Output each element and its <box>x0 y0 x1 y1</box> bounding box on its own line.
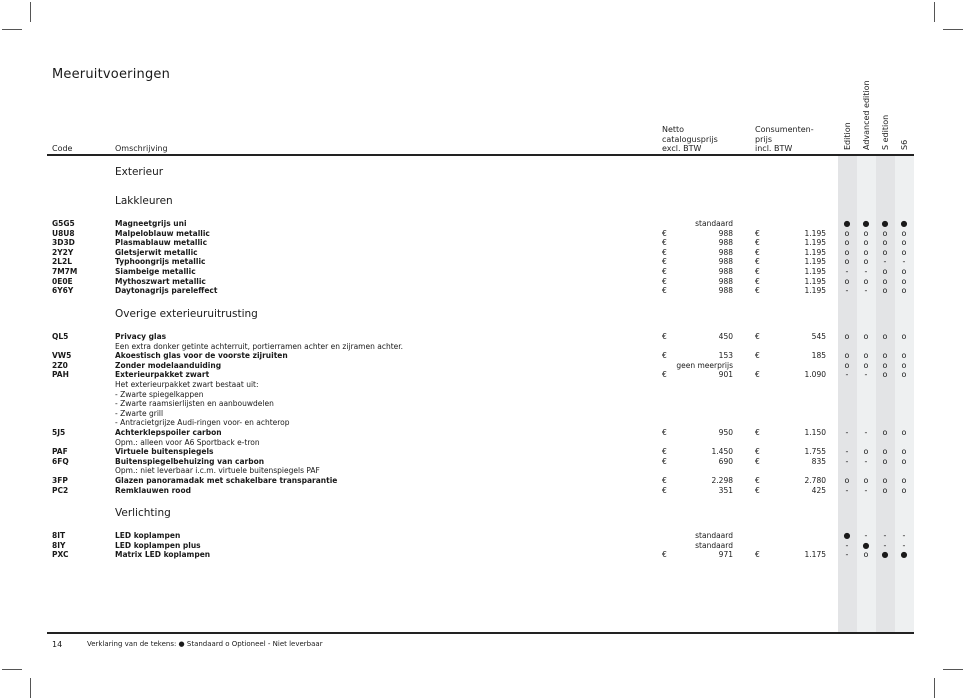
availability-mark: - <box>845 447 849 457</box>
header-code: Code <box>52 144 73 153</box>
option-code: QL5 <box>52 332 69 341</box>
option-description: Mythoszwart metallic <box>115 276 206 286</box>
crop-mark <box>30 678 31 698</box>
option-code: 7M7M <box>52 267 78 276</box>
availability-mark: o <box>882 456 888 466</box>
availability-mark: ● <box>843 219 851 228</box>
currency-symbol: € <box>755 257 760 267</box>
page-number: 14 <box>52 640 63 649</box>
option-row <box>0 550 965 560</box>
availability-mark: o <box>882 485 888 495</box>
currency-symbol: € <box>662 370 667 380</box>
currency-symbol: € <box>755 267 760 276</box>
option-note-row <box>0 438 965 448</box>
consumer-price: 425 <box>811 485 826 495</box>
availability-mark: o <box>844 238 850 248</box>
availability-mark: o <box>863 238 869 248</box>
availability-mark: - <box>845 485 849 495</box>
crop-mark <box>2 669 22 670</box>
net-price: 988 <box>718 267 733 276</box>
option-description: Daytonagrijs pareleffect <box>115 286 218 296</box>
option-code: 3D3D <box>52 238 75 248</box>
consumer-price: 1.195 <box>804 228 826 238</box>
currency-symbol: € <box>755 351 760 361</box>
availability-mark: o <box>882 228 888 238</box>
net-price: 988 <box>718 276 733 286</box>
availability-mark: - <box>864 531 868 540</box>
availability-mark: - <box>845 267 849 276</box>
option-description: Matrix LED koplampen <box>115 550 211 560</box>
crop-mark <box>2 29 22 30</box>
net-price: standaard <box>695 219 733 228</box>
availability-mark: o <box>882 351 888 361</box>
option-description: Plasmablauw metallic <box>115 238 208 248</box>
consumer-price: 1.195 <box>804 276 826 286</box>
header-netto-line: catalogusprijs <box>662 134 718 144</box>
availability-mark: o <box>882 476 888 485</box>
currency-symbol: € <box>755 485 760 495</box>
option-row <box>0 428 965 438</box>
currency-symbol: € <box>755 276 760 286</box>
availability-mark: ● <box>862 219 870 228</box>
availability-mark: o <box>863 257 869 267</box>
option-row <box>0 486 965 496</box>
availability-mark: - <box>845 550 849 560</box>
option-description: Akoestisch glas voor de voorste zijruiten <box>115 351 288 361</box>
option-note-row <box>0 466 965 476</box>
availability-mark: o <box>882 267 888 276</box>
availability-mark: o <box>863 476 869 485</box>
currency-symbol: € <box>662 247 667 257</box>
option-description: Malpeloblauw metallic <box>115 228 210 238</box>
availability-mark: ● <box>900 219 908 228</box>
option-code: 6Y6Y <box>52 286 74 296</box>
availability-mark: o <box>882 447 888 457</box>
option-row <box>0 219 965 229</box>
availability-mark: o <box>901 428 907 437</box>
availability-mark: o <box>901 238 907 248</box>
net-price: 351 <box>718 485 733 495</box>
availability-mark: - <box>845 370 849 380</box>
currency-symbol: € <box>662 447 667 457</box>
option-description: LED koplampen <box>115 531 181 540</box>
crop-mark <box>934 678 935 698</box>
availability-mark: o <box>882 276 888 286</box>
availability-mark: ● <box>881 219 889 228</box>
net-price: 153 <box>718 351 733 361</box>
currency-symbol: € <box>755 447 760 457</box>
option-code: G5G5 <box>52 219 75 228</box>
consumer-price: 1.175 <box>804 550 826 560</box>
header-omschrijving: Omschrijving <box>115 144 168 153</box>
header-netto-line: Netto <box>662 125 685 134</box>
header-model-s-edition: S edition <box>881 114 890 150</box>
currency-symbol: € <box>755 456 760 466</box>
option-note: Een extra donker getinte achterruit, portierramen achter en zijramen achter. <box>115 341 404 351</box>
availability-mark: - <box>845 428 849 437</box>
option-description: Exterieurpakket zwart <box>115 370 210 380</box>
consumer-price: 185 <box>811 351 826 361</box>
availability-mark: o <box>882 238 888 248</box>
currency-symbol: € <box>662 351 667 361</box>
currency-symbol: € <box>662 276 667 286</box>
availability-mark: ● <box>881 550 889 560</box>
option-description: Typhoongrijs metallic <box>115 257 206 267</box>
currency-symbol: € <box>662 456 667 466</box>
net-price: 971 <box>718 550 733 560</box>
availability-mark: o <box>901 247 907 257</box>
availability-mark: o <box>901 267 907 276</box>
availability-mark: - <box>845 456 849 466</box>
option-note: Opm.: niet leverbaar i.c.m. virtuele buitenspiegels PAF <box>115 466 320 476</box>
net-price: standaard <box>695 531 733 540</box>
consumer-price: 2.780 <box>804 476 826 485</box>
currency-symbol: € <box>662 257 667 267</box>
header-rule <box>47 154 914 156</box>
option-code: PC2 <box>52 485 69 495</box>
availability-mark: o <box>882 247 888 257</box>
consumer-price: 1.195 <box>804 286 826 296</box>
option-description: Glazen panoramadak met schakelbare transparantie <box>115 476 338 485</box>
option-row <box>0 476 965 486</box>
availability-mark: - <box>902 531 906 540</box>
option-row <box>0 286 965 296</box>
consumer-price: 1.195 <box>804 238 826 248</box>
availability-mark: o <box>844 276 850 286</box>
availability-mark: o <box>882 370 888 380</box>
availability-mark: o <box>882 286 888 296</box>
option-description: Gletsjerwit metallic <box>115 247 198 257</box>
availability-mark: - <box>902 257 906 267</box>
consumer-price: 1.195 <box>804 247 826 257</box>
currency-symbol: € <box>755 332 760 341</box>
net-price: 988 <box>718 286 733 296</box>
availability-mark: o <box>882 360 888 370</box>
option-row <box>0 229 965 239</box>
availability-mark: o <box>863 447 869 457</box>
availability-mark: o <box>901 447 907 457</box>
currency-symbol: € <box>755 370 760 380</box>
availability-mark: - <box>864 370 868 380</box>
availability-mark: - <box>883 531 887 540</box>
option-note: - Zwarte spiegelkappen <box>115 389 204 399</box>
availability-mark: o <box>844 228 850 238</box>
option-code: 5J5 <box>52 428 66 437</box>
option-description: Remklauwen rood <box>115 485 191 495</box>
option-note-row <box>0 380 965 390</box>
consumer-price: 1.090 <box>804 370 826 380</box>
option-row <box>0 238 965 248</box>
availability-mark: o <box>901 351 907 361</box>
consumer-price: 1.755 <box>804 447 826 457</box>
option-row <box>0 531 965 541</box>
availability-mark: o <box>901 476 907 485</box>
net-price: 988 <box>718 257 733 267</box>
availability-mark: o <box>882 428 888 437</box>
option-note-row <box>0 390 965 400</box>
availability-mark: o <box>863 332 869 341</box>
currency-symbol: € <box>662 228 667 238</box>
crop-mark <box>934 2 935 22</box>
option-code: 8IY <box>52 540 66 550</box>
availability-mark: o <box>901 370 907 380</box>
option-code: 6FQ <box>52 456 69 466</box>
currency-symbol: € <box>662 286 667 296</box>
currency-symbol: € <box>662 476 667 485</box>
availability-mark: o <box>901 456 907 466</box>
availability-mark: - <box>845 540 849 550</box>
option-row <box>0 541 965 551</box>
symbol-legend: Verklaring van de tekens: ● Standaard o Optioneel - Niet leverbaar <box>87 640 323 648</box>
page-title: Meeruitvoeringen <box>52 67 171 82</box>
option-row <box>0 361 965 371</box>
net-price: 988 <box>718 247 733 257</box>
header-consumenten-line: incl. BTW <box>755 144 793 153</box>
option-note: - Antracietgrijze Audi-ringen voor- en achterop <box>115 418 290 428</box>
option-description: Siambeige metallic <box>115 267 196 276</box>
option-code: 8IT <box>52 531 66 540</box>
currency-symbol: € <box>755 428 760 437</box>
availability-mark: o <box>863 247 869 257</box>
header-netto <box>662 125 718 154</box>
currency-symbol: € <box>662 550 667 560</box>
option-note-row <box>0 342 965 352</box>
section-exterieur: Exterieur <box>115 166 164 178</box>
availability-mark: o <box>863 276 869 286</box>
availability-mark: o <box>901 228 907 238</box>
availability-mark: o <box>863 228 869 238</box>
option-row <box>0 447 965 457</box>
footer-rule <box>47 632 914 634</box>
currency-symbol: € <box>662 267 667 276</box>
option-row <box>0 457 965 467</box>
option-note: - Zwarte grill <box>115 408 164 418</box>
header-consumenten <box>755 125 814 154</box>
consumer-price: 1.195 <box>804 257 826 267</box>
net-price: 2.298 <box>711 476 733 485</box>
option-description: Zonder modelaanduiding <box>115 360 222 370</box>
option-note: Het exterieurpakket zwart bestaat uit: <box>115 380 259 389</box>
availability-mark: o <box>882 332 888 341</box>
availability-mark: o <box>844 332 850 341</box>
availability-mark: ● <box>900 550 908 560</box>
currency-symbol: € <box>662 238 667 248</box>
header-consumenten-line: prijs <box>755 134 772 144</box>
availability-mark: o <box>901 276 907 286</box>
option-row <box>0 370 965 380</box>
currency-symbol: € <box>662 332 667 341</box>
currency-symbol: € <box>755 286 760 296</box>
net-price: 450 <box>718 332 733 341</box>
crop-mark <box>943 29 963 30</box>
crop-mark <box>943 669 963 670</box>
option-description: Buitenspiegelbehuizing van carbon <box>115 456 265 466</box>
option-description: LED koplampen plus <box>115 540 201 550</box>
option-row <box>0 267 965 277</box>
availability-mark: - <box>864 286 868 296</box>
availability-mark: - <box>902 540 906 550</box>
net-price: 950 <box>718 428 733 437</box>
availability-mark: ● <box>843 531 851 540</box>
option-code: PAH <box>52 370 69 380</box>
currency-symbol: € <box>755 247 760 257</box>
currency-symbol: € <box>662 485 667 495</box>
header-netto-line: excl. BTW <box>662 144 702 153</box>
option-description: Magneetgrijs uni <box>115 219 187 228</box>
availability-mark: - <box>883 540 887 550</box>
availability-mark: o <box>901 360 907 370</box>
option-description: Virtuele buitenspiegels <box>115 447 214 457</box>
option-note-row <box>0 409 965 419</box>
net-price: 988 <box>718 228 733 238</box>
currency-symbol: € <box>755 550 760 560</box>
availability-mark: o <box>844 360 850 370</box>
option-row <box>0 257 965 267</box>
net-price: 901 <box>718 370 733 380</box>
option-row <box>0 332 965 342</box>
availability-mark: - <box>864 485 868 495</box>
availability-mark: - <box>845 286 849 296</box>
currency-symbol: € <box>755 476 760 485</box>
availability-mark: o <box>901 332 907 341</box>
section-overige: Overige exterieuruitrusting <box>115 308 258 320</box>
currency-symbol: € <box>755 228 760 238</box>
option-description: Privacy glas <box>115 332 167 341</box>
availability-mark: o <box>844 257 850 267</box>
option-note-row <box>0 418 965 428</box>
option-code: 0E0E <box>52 276 73 286</box>
net-price: standaard <box>695 540 733 550</box>
option-note-row <box>0 399 965 409</box>
option-code: 2Y2Y <box>52 247 74 257</box>
option-description: Achterklepspoiler carbon <box>115 428 222 437</box>
option-code: 3FP <box>52 476 68 485</box>
option-code: 2L2L <box>52 257 72 267</box>
consumer-price: 1.150 <box>804 428 826 437</box>
availability-mark: o <box>863 351 869 361</box>
section-lakkleuren: Lakkleuren <box>115 195 173 207</box>
net-price: geen meerprijs <box>676 360 733 370</box>
header-model-advanced-edition: Advanced edition <box>862 80 871 150</box>
option-note: Opm.: alleen voor A6 Sportback e-tron <box>115 437 260 447</box>
option-code: VW5 <box>52 351 72 361</box>
section-verlichting: Verlichting <box>115 507 171 519</box>
option-code: 2Z0 <box>52 360 68 370</box>
option-row <box>0 277 965 287</box>
option-note: - Zwarte raamsierlijsten en aanbouwdelen <box>115 399 274 409</box>
availability-mark: o <box>844 351 850 361</box>
option-code: PXC <box>52 550 69 560</box>
option-row <box>0 248 965 258</box>
availability-mark: o <box>844 247 850 257</box>
net-price: 988 <box>718 238 733 248</box>
availability-mark: o <box>863 550 869 560</box>
option-row <box>0 351 965 361</box>
option-code: U8U8 <box>52 228 75 238</box>
option-code: PAF <box>52 447 68 457</box>
consumer-price: 545 <box>811 332 826 341</box>
availability-mark: - <box>864 456 868 466</box>
availability-mark: - <box>883 257 887 267</box>
header-consumenten-line: Consumenten- <box>755 125 814 134</box>
header-model-s6: S6 <box>900 139 909 150</box>
availability-mark: o <box>844 476 850 485</box>
crop-mark <box>30 2 31 22</box>
consumer-price: 835 <box>811 456 826 466</box>
availability-mark: o <box>901 286 907 296</box>
net-price: 1.450 <box>711 447 733 457</box>
availability-mark: o <box>863 360 869 370</box>
availability-mark: ● <box>862 540 870 550</box>
consumer-price: 1.195 <box>804 267 826 276</box>
currency-symbol: € <box>662 428 667 437</box>
header-model-edition: Edition <box>843 122 852 150</box>
currency-symbol: € <box>755 238 760 248</box>
availability-mark: o <box>901 485 907 495</box>
availability-mark: - <box>864 428 868 437</box>
net-price: 690 <box>718 456 733 466</box>
availability-mark: - <box>864 267 868 276</box>
